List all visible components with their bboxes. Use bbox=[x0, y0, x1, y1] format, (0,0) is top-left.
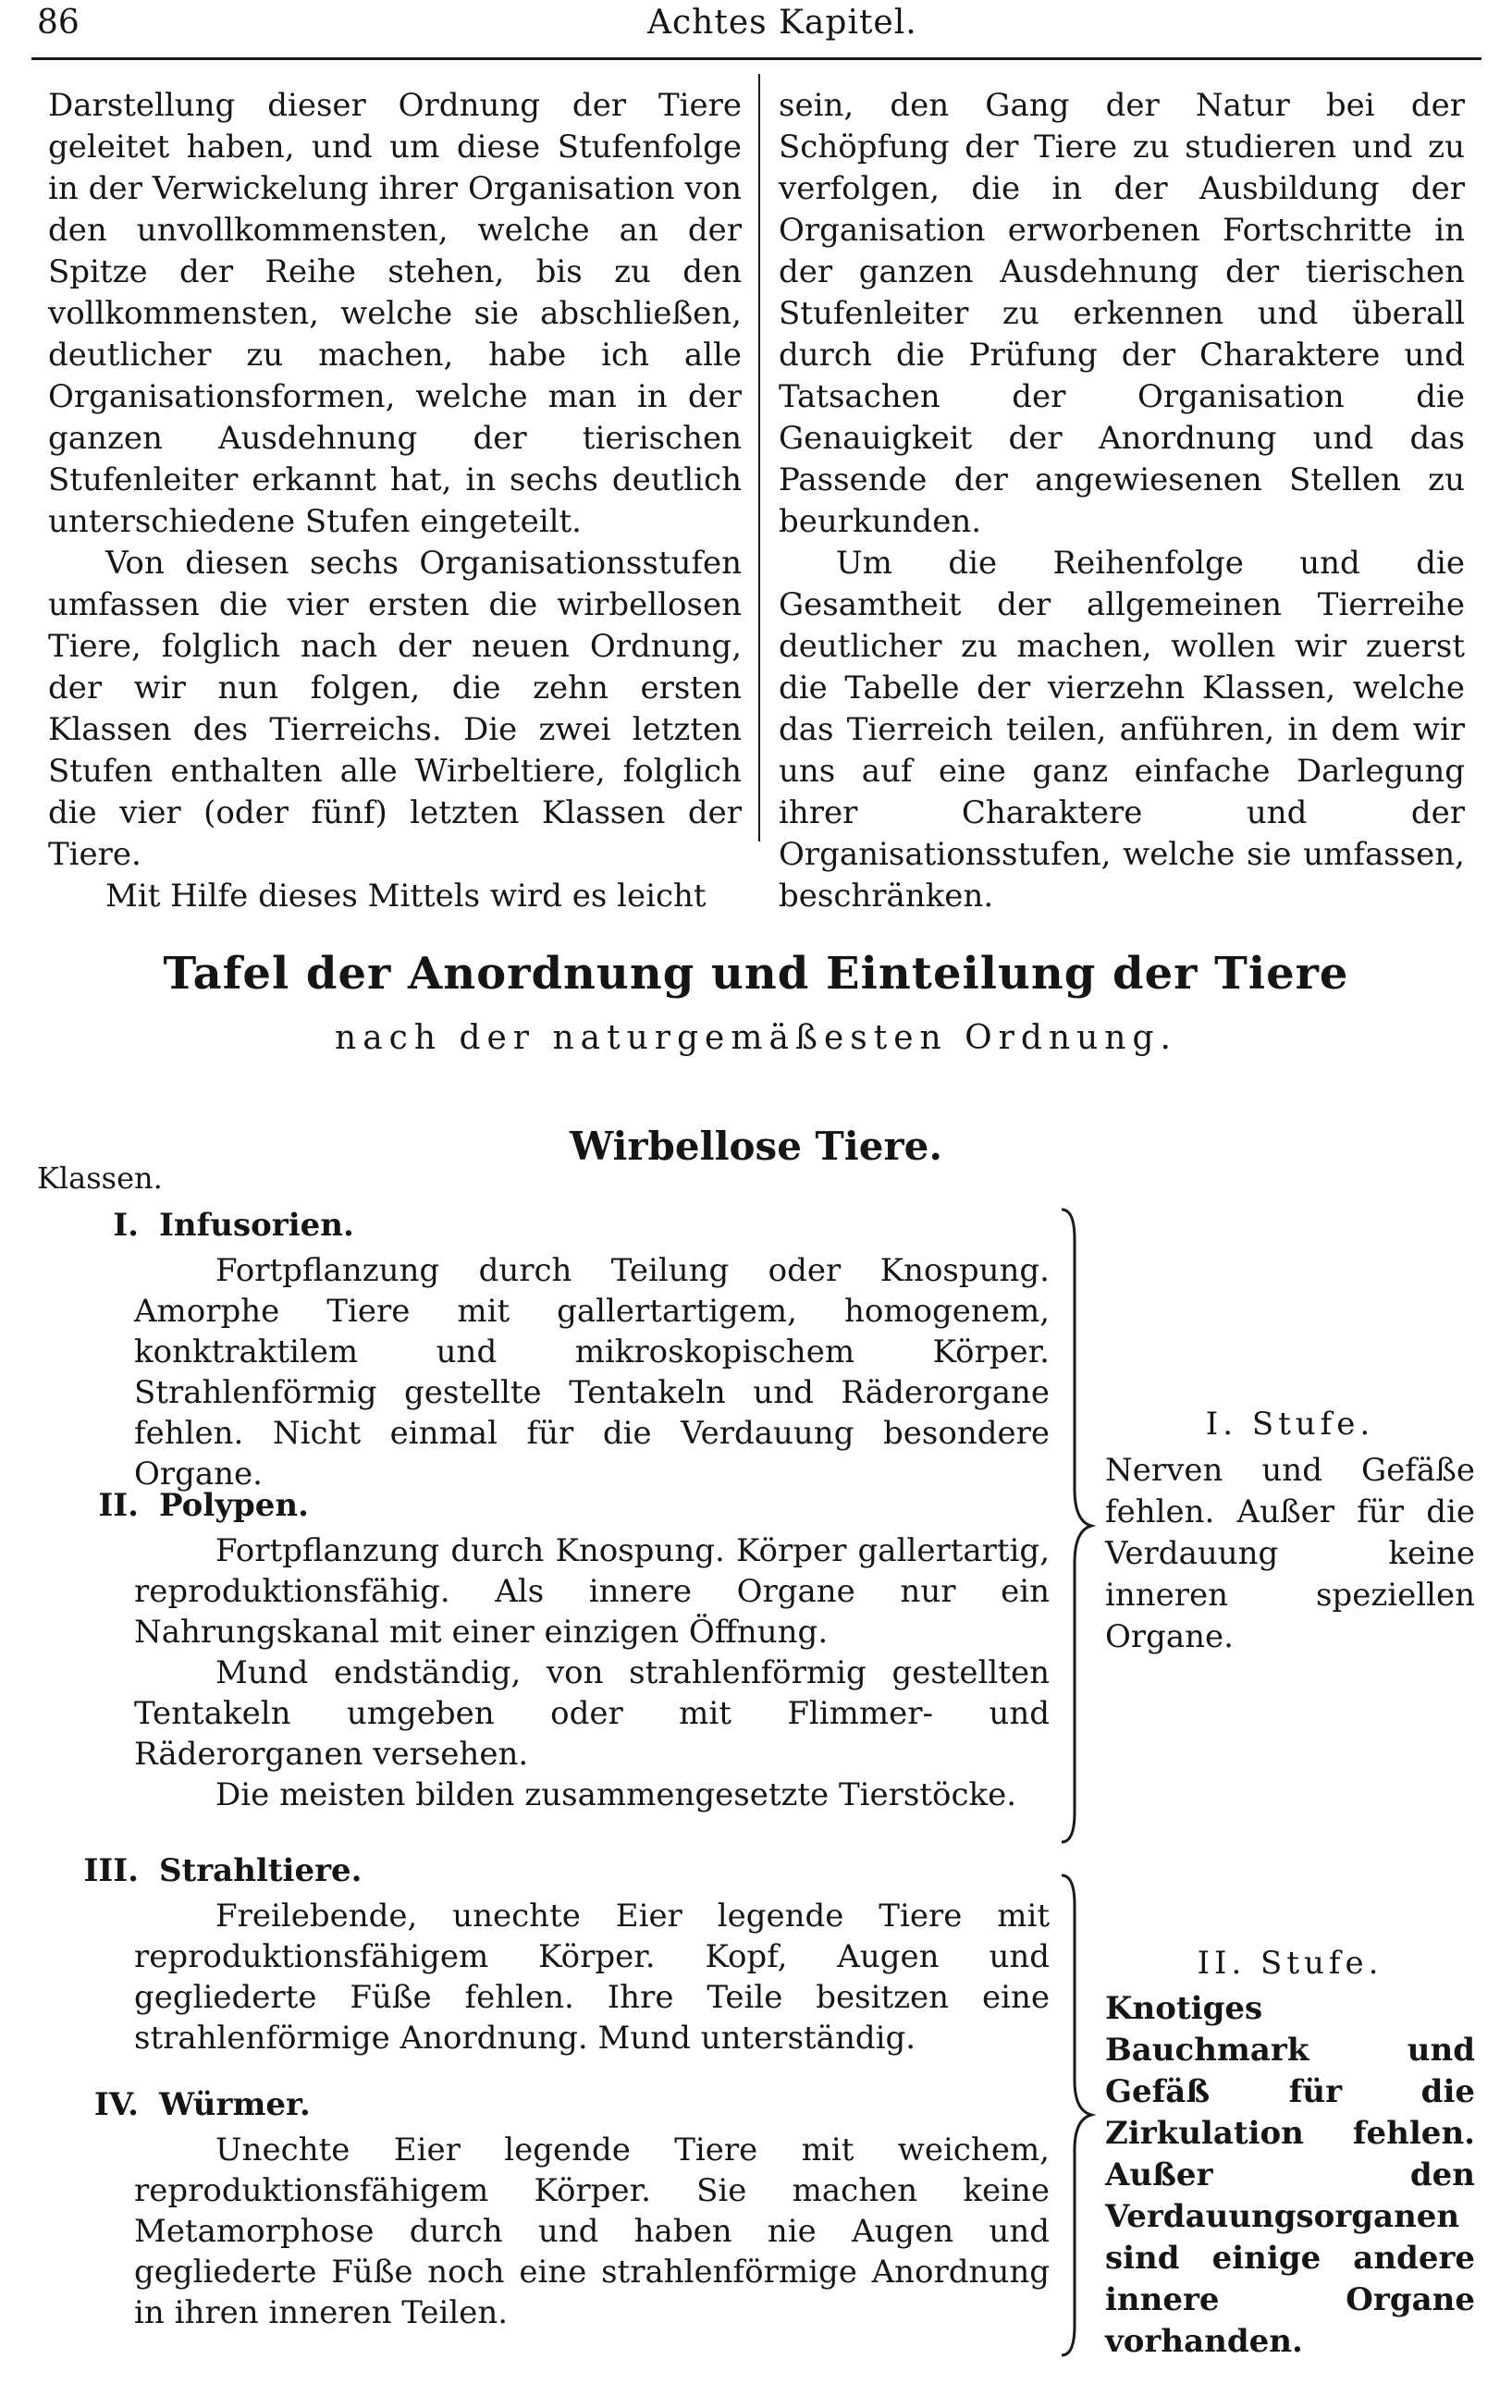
paragraph: Freilebende, unechte Eier legende Tiere mit reproduktionsfähigem Körper. Kopf, Augen und gegliederte Füße fehlen. Ihre Teile besitzen eine strahlenförmige Anordnung. Mund unterständig. bbox=[134, 1898, 1050, 2057]
class-description bbox=[134, 1896, 1050, 2058]
brace-stufe-2 bbox=[1054, 1868, 1100, 2363]
class-heading bbox=[74, 1207, 354, 1244]
table-title: Tafel der Anordnung und Einteilung der Tiere bbox=[163, 948, 1349, 1000]
class-number: II. bbox=[98, 1487, 139, 1524]
chapter-title: Achtes Kapitel. bbox=[647, 4, 917, 42]
header-rule bbox=[31, 57, 1481, 60]
class-description bbox=[134, 1250, 1050, 1494]
paragraph: Um die Reihenfolge und die Gesamtheit der allgemeinen Tierreihe deutlicher zu machen, wollen wir zuerst die Tabelle der vierzehn Klassen, welche das Tierreich teilen, anführen, in dem wir uns auf eine ganz einfache Darlegung ihrer Charaktere und der Organisationsstufen, welche sie umfassen, beschränken. bbox=[779, 545, 1465, 915]
body-column-left bbox=[48, 85, 742, 917]
class-number: IV. bbox=[93, 2086, 139, 2123]
body-column-right bbox=[779, 85, 1465, 917]
class-number: I. bbox=[113, 1207, 139, 1244]
class-name: Strahltiere. bbox=[159, 1852, 363, 1889]
paragraph: sein, den Gang der Natur bei der Schöpfung der Tiere zu studieren und zu verfolgen, die in der Ausbildung der Organisation erworbenen Fortschritte in der ganzen Ausdehnung der tierischen Stufenleiter zu erkennen und überall durch die Prüfung der Charaktere und Tatsachen der Organisation die Genauigkeit der Anordnung und das Passende der angewiesenen Stellen zu beurkunden. bbox=[779, 87, 1465, 540]
paragraph: Die meisten bilden zusammengesetzte Tierstöcke. bbox=[215, 1776, 1017, 1813]
paragraph: Fortpflanzung durch Knospung. Körper gallertartig, reproduktionsfähig. Als innere Organe nur ein Nahrungskanal mit einer einzigen Öffnung. bbox=[134, 1532, 1050, 1651]
paragraph: Mund endständig, von strahlenförmig gestellten Tentakeln umgeben oder mit Flimmer- und Räderorganen versehen. bbox=[134, 1654, 1050, 1773]
class-name: Würmer. bbox=[159, 2086, 311, 2123]
class-heading bbox=[74, 1487, 309, 1524]
stufe-title: I. Stufe. bbox=[1205, 1406, 1375, 1443]
paragraph: Von diesen sechs Organisationsstufen umfassen die vier ersten die wirbellosen Tiere, folglich nach der neuen Ordnung, der wir nun folgen, die zehn ersten Klassen des Tierreichs. Die zwei letzten Stufen enthalten alle Wirbeltiere, folglich die vier (oder fünf) letzten Klassen der Tiere. bbox=[48, 545, 742, 873]
class-name: Infusorien. bbox=[159, 1207, 354, 1244]
paragraph: Darstellung dieser Ordnung der Tiere geleitet haben, und um diese Stufenfolge in der Verwickelung ihrer Organisation von den unvollkommensten, welche an der Spitze der Reihe stehen, bis zu den vollkommensten, welche sie abschließen, deutlicher zu machen, habe ich alle Organisationsformen, welche man in der ganzen Ausdehnung der tierischen Stufenleiter erkannt hat, in sechs deutlich unterschiedene Stufen eingeteilt. bbox=[48, 87, 742, 540]
paragraph: Mit Hilfe dieses Mittels wird es leicht bbox=[105, 878, 707, 915]
paragraph: Fortpflanzung durch Teilung oder Knospung. Amorphe Tiere mit gallertartigem, homogenem, konktraktilem und mikroskopischem Körper. Strahlenförmig gestellte Tentakeln und Räderorgane fehlen. Nicht einmal für die Verdauung besondere Organe. bbox=[134, 1252, 1050, 1493]
stufe-title: II. Stufe. bbox=[1197, 1945, 1383, 1982]
paragraph: Unechte Eier legende Tiere mit weichem, reproduktionsfähigem Körper. Sie machen keine Metamorphose durch und haben nie Augen und gegliederte Füße noch eine strahlenförmige Anordnung in ihren inneren Teilen. bbox=[134, 2132, 1050, 2331]
column-divider bbox=[758, 74, 760, 842]
section-title: Wirbellose Tiere. bbox=[570, 1124, 942, 1169]
brace-stufe-1 bbox=[1054, 1202, 1100, 1849]
stufe-description: Nerven und Gefäße fehlen. Außer für die Verdauung keine inneren speziellen Organe. bbox=[1105, 1452, 1475, 1655]
class-name: Polypen. bbox=[159, 1487, 309, 1524]
class-heading bbox=[74, 2086, 311, 2123]
class-heading bbox=[74, 1852, 362, 1889]
class-description bbox=[134, 2130, 1050, 2333]
class-number: III. bbox=[83, 1852, 139, 1889]
table-subtitle: nach der naturgemäßesten Ordnung. bbox=[335, 1019, 1177, 1057]
page-number: 86 bbox=[37, 4, 80, 42]
klassen-label: Klassen. bbox=[37, 1161, 163, 1196]
stufe-description: Knotiges Bauchmark und Gefäß für die Zirkulation fehlen. Außer den Verdauungsorganen sind einige andere innere Organe vorhanden. bbox=[1105, 1990, 1475, 2360]
class-description bbox=[134, 1530, 1050, 1815]
